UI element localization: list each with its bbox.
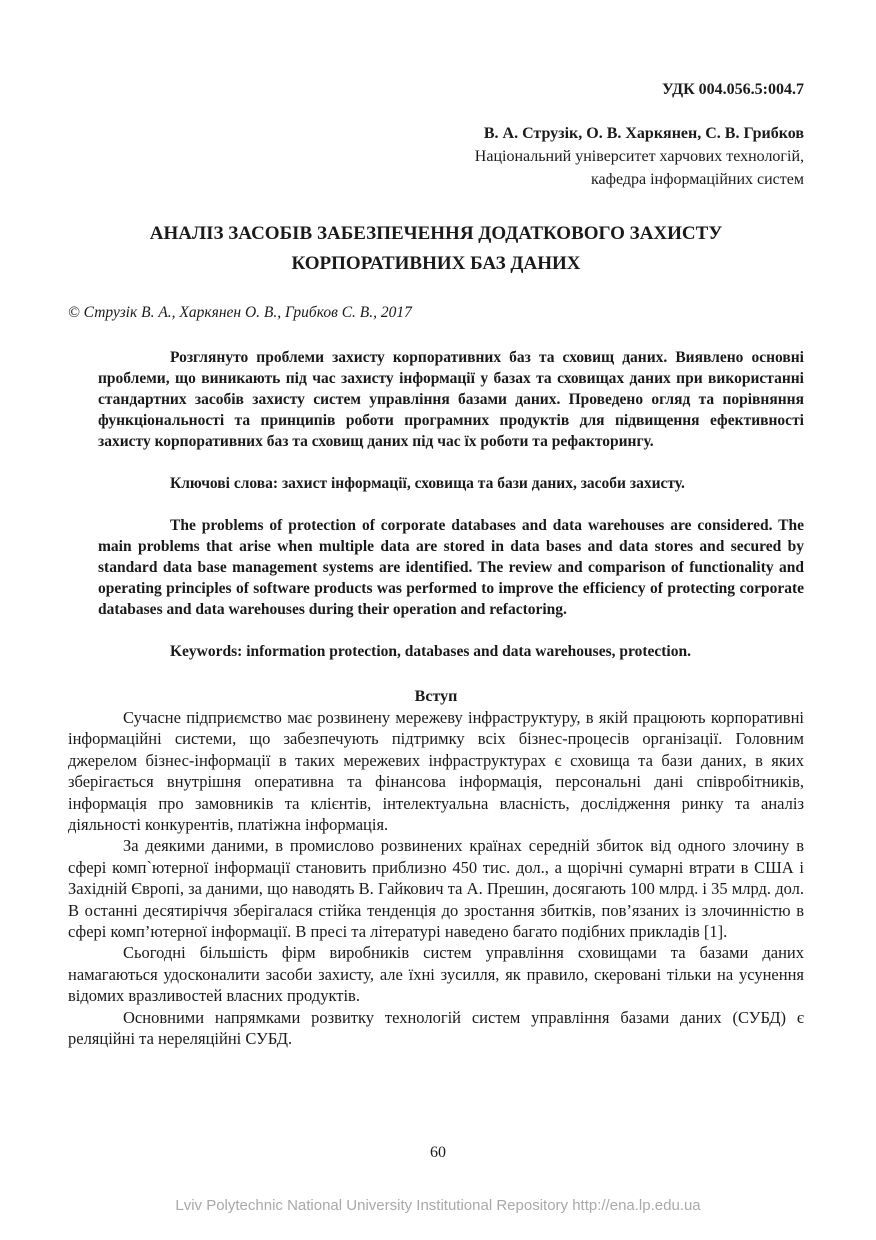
paper-title-line-1: АНАЛІЗ ЗАСОБІВ ЗАБЕЗПЕЧЕННЯ ДОДАТКОВОГО ЗАХИСТУ	[149, 223, 723, 244]
authors-block	[68, 122, 804, 191]
abstract-ukrainian: Розглянуто проблеми захисту корпоративних баз та сховищ даних. Виявлено основні проблеми, що виникають під час захисту інформації у базах та сховищах даних при використанні стандартних засобів захисту систем управління базами даних. Проведено огляд та порівняння функціональності та принципів роботи програмних продуктів для підвищення ефективності захисту корпоративних баз та сховищ даних під час їх роботи та рефакторингу.	[98, 349, 804, 450]
udc-code: УДК 004.056.5:004.7	[661, 81, 804, 98]
page-number: 60	[430, 1144, 446, 1161]
body-paragraph: Сьогодні більшість фірм виробників систем управління сховищами та базами даних намагаються удосконалити засоби захисту, але їхні зусилля, як правило, скеровані тільки на усунення відомих вразливостей власних продуктів.	[68, 943, 804, 1006]
section-heading-vstup: Вступ	[414, 688, 458, 705]
affiliation-line-1: Національний університет харчових технологій,	[474, 148, 804, 165]
keywords-english: Keywords: information protection, databases and data warehouses, protection.	[170, 643, 691, 660]
body-text	[68, 707, 804, 1050]
body-paragraph: За деякими даними, в промислово розвинених країнах середній збиток від одного злочину в сфері комп`ютерної інформації становить приблизно 450 тис. дол., а щорічні сумарні втрати в США і Західній Європі, за даними, що наводять В. Гайкович та А. Прешин, досягають 100 млрд. і 35 млрд. дол. В останні десятиріччя зберігалася стійка тенденція до зростання збитків, пов’язаних із злочинністю в сфері комп’ютерної інформації. В пресі та літературі наведено багато подібних прикладів [1].	[68, 836, 804, 942]
body-paragraph: Основними напрямками розвитку технологій систем управління базами даних (СУБД) є реляційні та нереляційні СУБД.	[68, 1007, 804, 1049]
paper-title-line-2: КОРПОРАТИВНИХ БАЗ ДАНИХ	[291, 253, 581, 274]
repository-footer: Lviv Polytechnic National University Institutional Repository http://ena.lp.edu.ua	[175, 1197, 701, 1214]
paper-title	[68, 219, 804, 279]
affiliation-line-2: кафедра інформаційних систем	[590, 171, 804, 188]
copyright-line: © Струзік В. А., Харкянен О. В., Грибков С. В., 2017	[68, 304, 412, 321]
authors-names: В. А. Струзік, О. В. Харкянен, С. В. Грибков	[483, 125, 804, 142]
keywords-ukrainian: Ключові слова: захист інформації, сховища та бази даних, засоби захисту.	[170, 475, 685, 492]
abstract-english: The problems of protection of corporate databases and data warehouses are considered. The main problems that arise when multiple data are stored in data bases and data stores and secured by standard data base management systems are identified. The review and comparison of functionality and operating principles of software products was performed to improve the efficiency of protecting corporate databases and data warehouses during their operation and refactoring.	[98, 517, 804, 618]
body-paragraph: Сучасне підприємство має розвинену мережеву інфраструктуру, в якій працюють корпоративні інформаційні системи, що забезпечують підтримку всіх бізнес-процесів організації. Головним джерелом бізнес-інформації в таких мережевих інфраструктурах є сховища та бази даних, в яких зберігається внутрішня оперативна та фінансова інформація, персональні дані співробітників, інформація про замовників та клієнтів, інтелектуальна власність, дослідження ринку та аналіз діяльності конкурентів, платіжна інформація.	[68, 708, 804, 835]
